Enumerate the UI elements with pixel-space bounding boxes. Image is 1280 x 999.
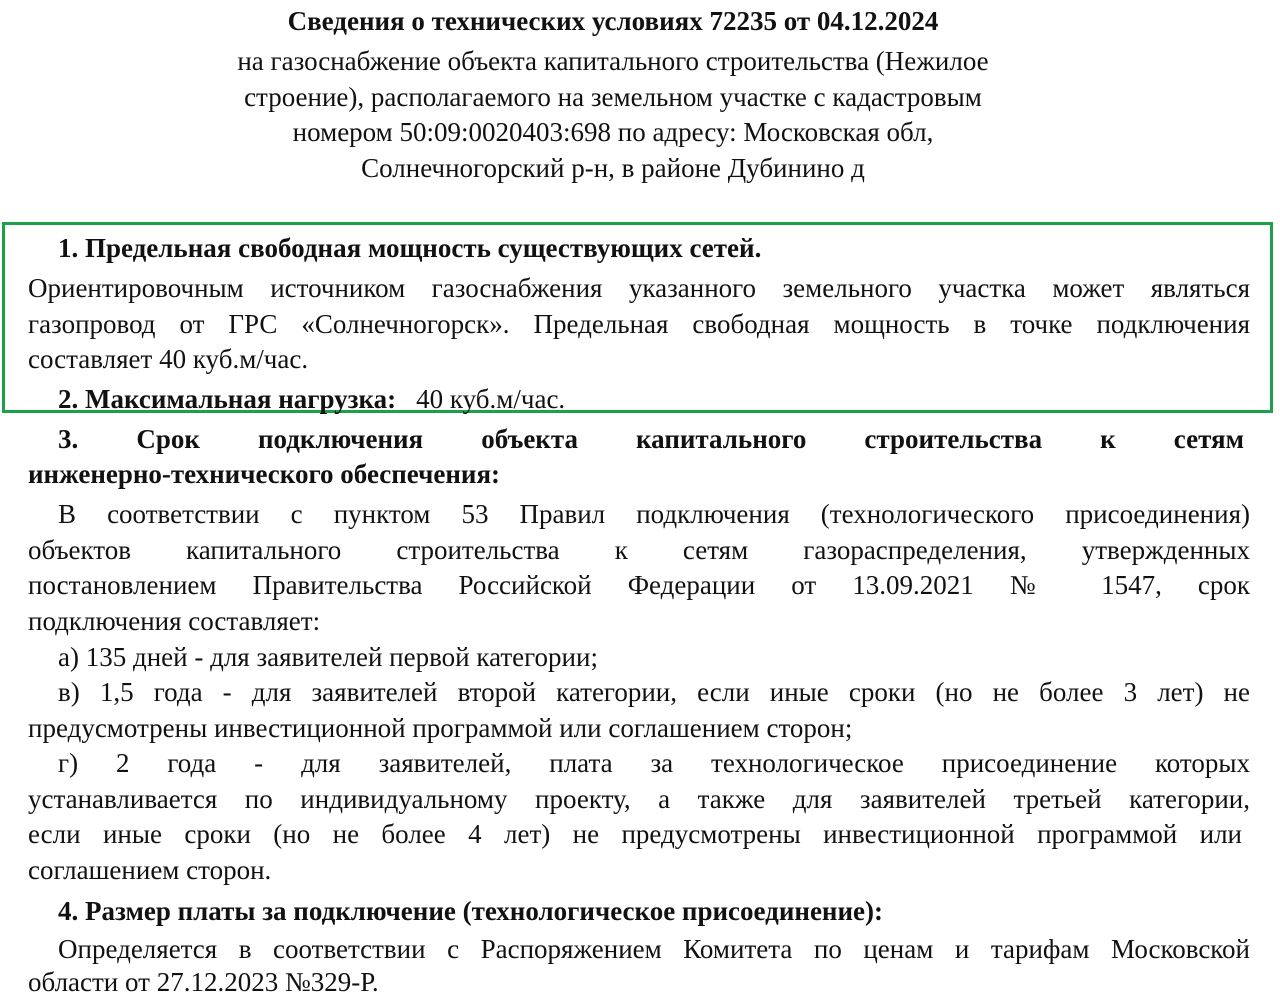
subtitle-line-3: номером 50:09:0020403:698 по адресу: Московская обл, [292,117,934,147]
section-3-intro-line-4: подключения составляет: [28,606,321,636]
section-2-row [58,382,565,416]
list-item-a: а) 135 дней - для заявителей первой категории; [58,642,598,672]
section-3-heading-word: 3. [58,424,79,454]
subtitle-line-4: Солнечногорский р-н, в районе Дубинино д [361,153,865,183]
section-1-heading: 1. Предельная свободная мощность существующих сетей. [58,233,762,263]
list-item-g-line-1: г) 2 года - для заявителей, плата за технологическое присоединение которых [58,748,1250,778]
section-1-line-2: газопровод от ГРС «Солнечногорск». Предельная свободная мощность в точке подключения [28,309,1250,339]
document-title: Сведения о технических условиях 72235 от 04.12.2024 [287,6,939,36]
section-3-heading-word: к [1100,424,1116,454]
section-2-value: 40 куб.м/час. [416,384,566,414]
section-3-heading-word: сетям [1173,424,1244,454]
list-item-b-line-1: в) 1,5 года - для заявителей второй категории, если иные сроки (но не более 3 лет) не [58,677,1250,707]
section-4-line-1: Определяется в соответствии с Распоряжением Комитета по ценам и тарифам Московской [58,934,1250,964]
section-3-heading-line-2: инженерно-технического обеспечения: [28,459,501,489]
section-4-line-2: области от 27.12.2023 №329-Р. [28,967,379,997]
subtitle-line-1: на газоснабжение объекта капитального строительства (Нежилое [237,46,989,76]
section-3-intro-line-1: В соответствии с пунктом 53 Правил подключения (технологического присоединения) [58,499,1250,529]
subtitle-line-2: строение), располагаемого на земельном участке с кадастровым [244,82,982,112]
section-1-line-3: составляет 40 куб.м/час. [28,344,309,374]
section-1-line-1: Ориентировочным источником газоснабжения указанного земельного участка может являться [28,273,1250,303]
section-3-heading-word: подключения [257,424,424,454]
section-3-intro-line-2: объектов капитального строительства к сетям газораспределения, утвержденных [28,535,1250,565]
section-3-heading-word: капитального [636,424,807,454]
section-3-heading-word: Срок [136,424,200,454]
section-3-heading-line-1 [58,422,1244,456]
list-item-b-line-2: предусмотрены инвестиционной программой или соглашением сторон; [28,713,853,743]
list-item-g-line-4: соглашением сторон. [28,855,272,885]
section-3-intro-line-3: постановлением Правительства Российской Федерации от 13.09.2021 № 1547, срок [28,570,1250,600]
section-2-label: 2. Максимальная нагрузка: [58,384,397,414]
list-item-g-line-2: устанавливается по индивидуальному проекту, а также для заявителей третьей категории, [28,784,1250,814]
list-item-g-line-3: если иные сроки (но не более 4 лет) не предусмотрены инвестиционной программой или [28,819,1242,849]
section-3-heading-word: объекта [481,424,578,454]
section-4-heading: 4. Размер платы за подключение (технологическое присоединение): [58,896,884,926]
section-3-heading-word: строительства [864,424,1043,454]
